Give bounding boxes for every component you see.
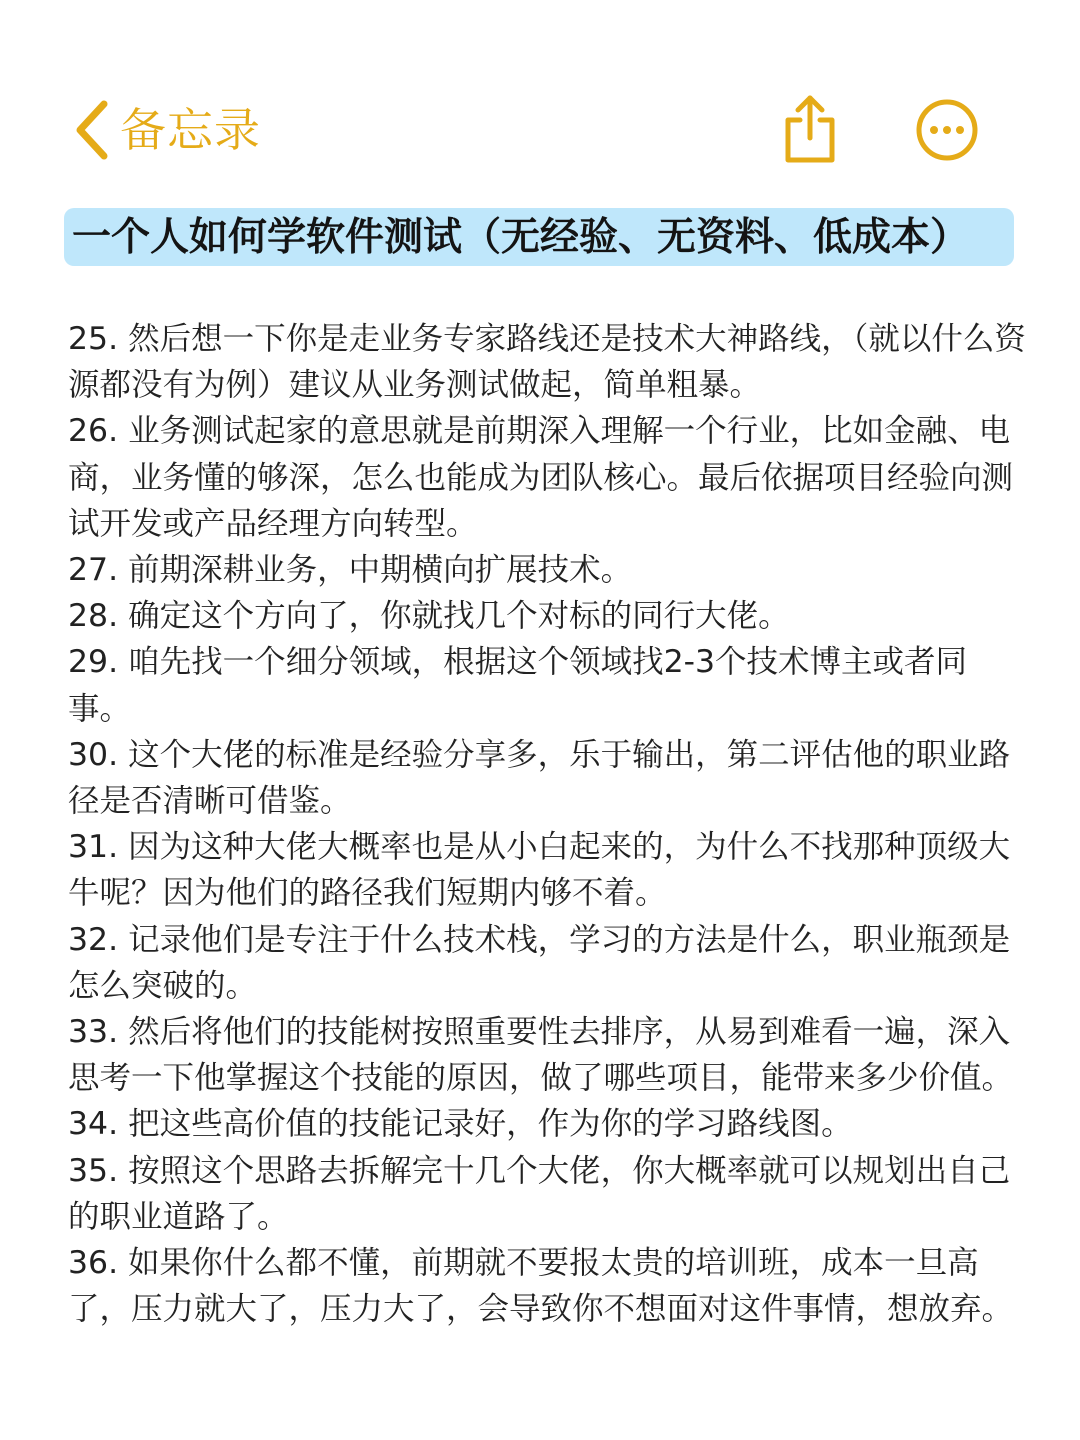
- back-label: 备忘录: [120, 103, 261, 157]
- note-title: 一个人如何学软件测试（无经验、无资料、低成本）: [72, 215, 970, 260]
- list-item: 34. 把这些高价值的技能记录好，作为你的学习路线图。: [68, 1106, 853, 1143]
- list-item: 33. 然后将他们的技能树按照重要性去排序，从易到难看一遍，深入思考一下他掌握这个技能的原因，做了哪些项目，能带来多少价值。: [68, 1014, 1014, 1097]
- list-item: 27. 前期深耕业务，中期横向扩展技术。: [68, 552, 633, 589]
- list-item: 35. 按照这个思路去拆解完十几个大佬，你大概率就可以规划出自己的职业道路了。: [68, 1152, 1011, 1235]
- list-item: 30. 这个大佬的标准是经验分享多，乐于输出，第二评估他的职业路径是否清晰可借鉴。: [68, 736, 1011, 820]
- list-item: 32. 记录他们是专注于什么技术栈，学习的方法是什么，职业瓶颈是怎么突破的。: [68, 921, 1011, 1004]
- note-body[interactable]: [68, 316, 1030, 1332]
- list-item: 25. 然后想一下你是走业务专家路线还是技术大神路线，（就以什么资源都没有为例）建议从业务测试做起，简单粗暴。: [68, 321, 1026, 404]
- chevron-left-icon: [70, 98, 114, 162]
- list-item: 28. 确定这个方向了，你就找几个对标的同行大佬。: [68, 598, 790, 635]
- list-item: 26. 业务测试起家的意思就是前期深入理解一个行业，比如金融、电商，业务懂的够深，怎么也能成为团队核心。最后依据项目经验向测试开发或产品经理方向转型。: [68, 413, 1014, 542]
- back-button[interactable]: [70, 98, 261, 162]
- list-item: 29. 咱先找一个细分领域，根据这个领域找2-3个技术博主或者同事。: [68, 644, 968, 727]
- list-item: 31. 因为这种大佬大概率也是从小白起来的，为什么不找那种顶级大牛呢？因为他们的路径我们短期内够不着。: [68, 829, 1011, 912]
- share-icon[interactable]: [780, 92, 840, 164]
- list-item: 36. 如果你什么都不懂，前期就不要报太贵的培训班，成本一旦高了，压力就大了，压力大了，会导致你不想面对这件事情，想放弃。: [68, 1245, 1014, 1328]
- navigation-bar: [0, 80, 1080, 180]
- more-icon[interactable]: [915, 98, 979, 162]
